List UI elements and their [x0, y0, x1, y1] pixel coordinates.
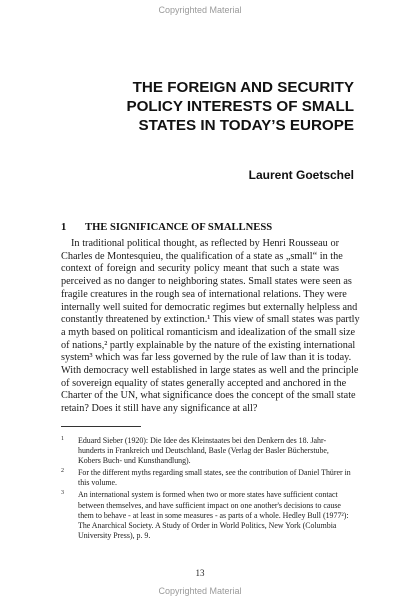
- footnote-line: For the different myths regarding small states, see the contribution of Daniel Thürer in: [78, 468, 351, 478]
- body-line: of nations,² partly explainable by the nature of the existing international: [61, 339, 356, 351]
- footnote-divider: [61, 426, 141, 427]
- footnote-line: Eduard Sieber (1920): Die Idee des Kleinstaates bei den Denkern des 18. Jahr-: [78, 436, 327, 445]
- body-line: fragile creatures in the rough sea of international relations. They were: [61, 288, 347, 300]
- body-line: With democracy well established in large states as well and the principle: [61, 365, 359, 377]
- body-line: perceived as no danger to neighboring states. Small states were seen as: [61, 276, 352, 288]
- footnote-mark: 3: [61, 490, 64, 497]
- body-line: retain? Does it still have any significance at all?: [61, 403, 258, 415]
- page-number: 13: [195, 568, 205, 578]
- body-line: system³ which was far less governed by the rule of law than it is today.: [61, 352, 352, 364]
- footnotes: [61, 436, 351, 543]
- chapter-title-line: STATES IN TODAY’S EUROPE: [138, 117, 354, 134]
- body-line: internally well suited for democratic regimes but externally helpless and: [61, 301, 358, 313]
- body-paragraph: [61, 238, 360, 416]
- body-line: of sovereign equality of states generally accepted and anchored in the: [61, 377, 347, 389]
- watermark-top: Copyrighted Material: [158, 5, 242, 15]
- footnote-line: An international system is formed when two or more states have sufficient contact: [78, 490, 338, 500]
- footnote-line: hunderts in Frankreich und Deutschland, Basle (Verlag der Basler Bücherstube,: [78, 446, 329, 456]
- footnote-mark: 2: [61, 468, 64, 475]
- footnote-2: [61, 468, 351, 488]
- footnote-line: them to behave - at least in some measures - as parts of a whole. Hedley Bull (1977²):: [78, 510, 349, 520]
- body-line: Charles de Montesquieu, the qualification of a state as „small“ in the: [61, 250, 343, 262]
- section-number: 1: [61, 222, 67, 233]
- body-line: constantly threatened by extinction.¹ This view of small states was partly: [61, 314, 360, 326]
- section-heading: [61, 222, 272, 233]
- body-line: context of foreign and security policy meant that such a state was: [61, 263, 339, 275]
- chapter-title: [34, 78, 354, 135]
- chapter-title-line: POLICY INTERESTS OF SMALL: [126, 98, 354, 115]
- watermark-bottom: Copyrighted Material: [158, 586, 242, 596]
- footnote-3: [61, 490, 349, 540]
- footnote-line: this volume.: [78, 478, 118, 488]
- footnote-line: University Press), p. 9.: [78, 530, 151, 540]
- footnote-line: between themselves, and have sufficient impact on one another's decisions to cause: [78, 500, 341, 510]
- footnote-line: The Anarchical Society. A Study of Order in World Politics, New York (Columbia: [78, 520, 337, 530]
- footnote-mark: 1: [61, 436, 64, 442]
- author-name: Laurent Goetschel: [248, 168, 354, 182]
- body-line: a myth based on political romanticism and idealization of the small size: [61, 326, 356, 338]
- body-line: Charter of the UN, what significance does the concept of the small state: [61, 390, 356, 402]
- chapter-title-line: THE FOREIGN AND SECURITY: [132, 79, 354, 96]
- section-title: THE SIGNIFICANCE OF SMALLNESS: [85, 222, 273, 233]
- footnote-line: Kobers Buch- und Kunsthandlung).: [78, 456, 191, 466]
- body-line: In traditional political thought, as reflected by Henri Rousseau or: [71, 238, 339, 249]
- footnote-1: [61, 436, 339, 466]
